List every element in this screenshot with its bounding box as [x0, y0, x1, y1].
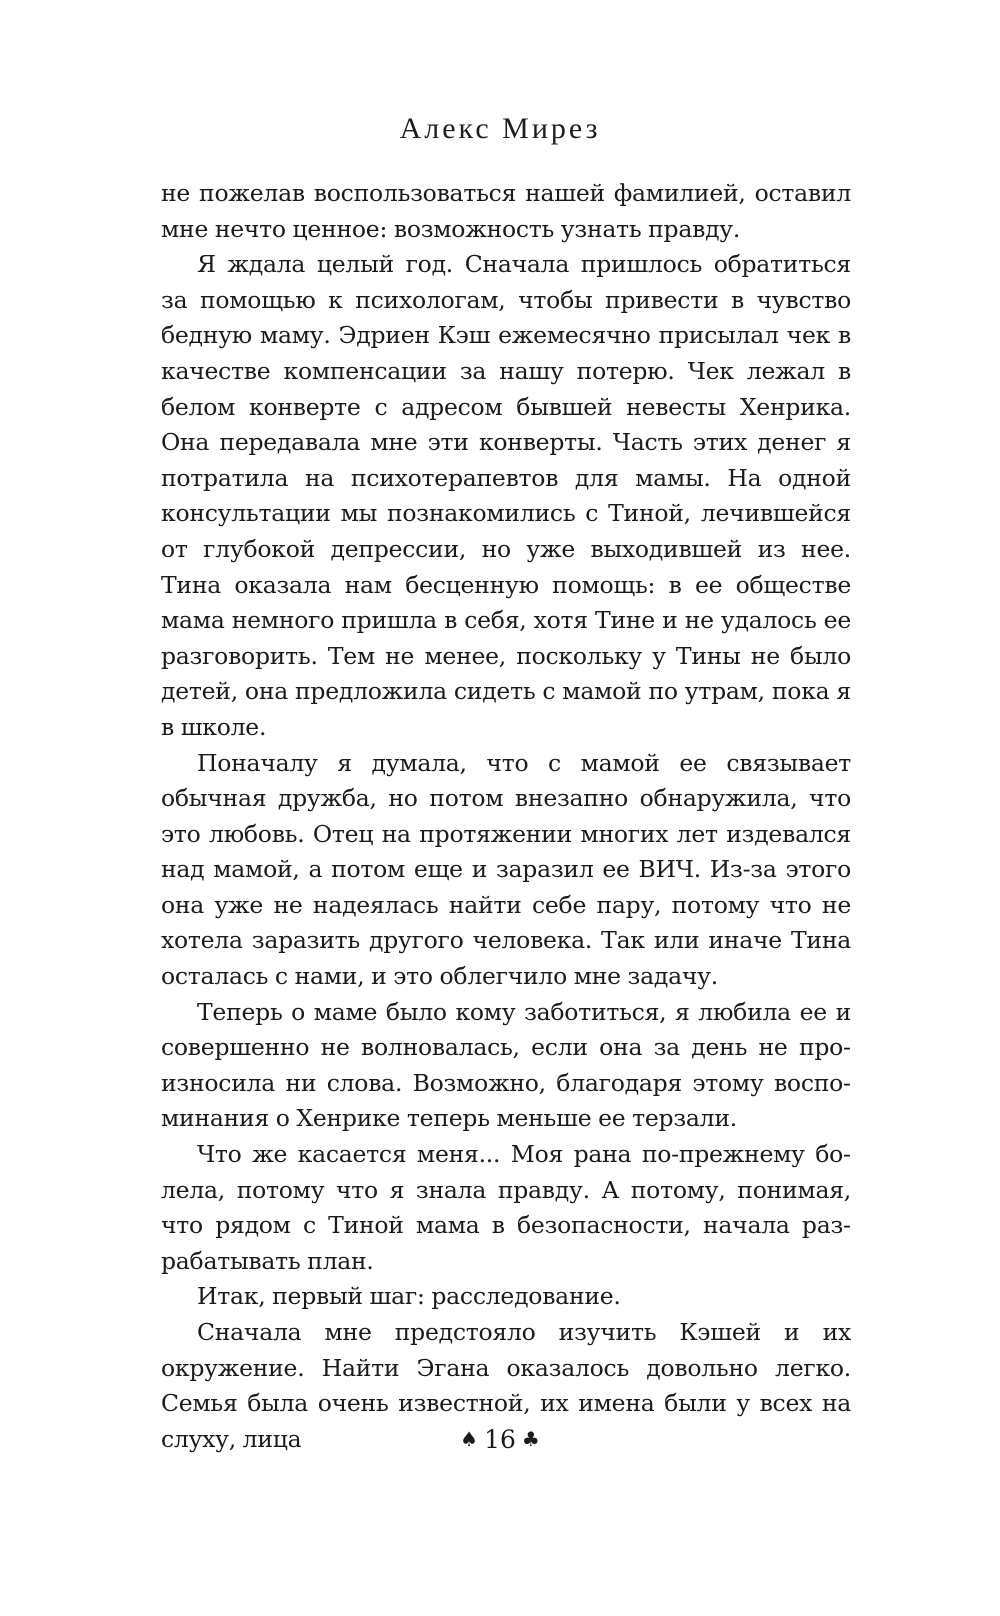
running-head-author: Алекс Мирез — [399, 112, 601, 145]
paragraph-continuation: не пожелав воспользоваться нашей фамилией, оставил мне нечто ценное: возможность узнать правду. — [161, 179, 851, 243]
paragraph: Сначала мне предстояло изучить Кэшей и их окружение. Найти Эгана оказалось довольно легко. Семья была очень известной, их имена были у всех на слуху, лица — [161, 1318, 851, 1453]
page-number: 16 — [484, 1425, 516, 1454]
spade-icon: ♠ — [460, 1427, 479, 1451]
paragraph: Итак, первый шаг: расследование. — [197, 1282, 621, 1311]
club-icon: ♣ — [521, 1427, 540, 1451]
paragraph: Что же касается меня... Моя рана по-прежнему болела, потому что я знала правду. А потому, понимая, что рядом с Тиной мама в безопасности, начала разрабатывать план. — [161, 1140, 851, 1275]
paragraph: Поначалу я думала, что с мамой ее связывает обычная дружба, но потом внезапно обнаружила, что это любовь. Отец на протяжении многих лет издевался над мамой, а потом еще и заразил ее ВИЧ. Из-за этого она уже не надеялась найти себе пару, потому что не хотела заразить другого человека. Так или иначе Тина осталась с нами, и это облегчило мне задачу. — [161, 748, 851, 991]
paragraph: Я ждала целый год. Сначала пришлось обратиться за помощью к психологам, чтобы привести в чувство бедную маму. Эдриен Кэш ежемесячно присылал чек в качестве компенсации за нашу потерю. Чек лежал в белом конверте с адресом бывшей невесты Хенрика. Она передавала мне эти конверты. Часть этих денег я потратила на психотерапевтов для мамы. На одной консультации мы познакомились с Тиной, лечившейся от глубокой депрессии, но уже выходившей из нее. Тина оказала нам бесценную помощь: в ее обществе мама немного пришла в себя, хотя Тине и не удалось ее разговорить. Тем не менее, поскольку у Тины не было детей, она предложила сидеть с мамой по утрам, пока я в школе. — [161, 250, 851, 741]
body-text — [161, 176, 851, 1457]
page-footer — [0, 1425, 1000, 1454]
paragraph: Теперь о маме было кому заботиться, я любила ее и совершенно не волновалась, если она за день не произносила ни слова. Возможно, благодаря этому воспоминания о Хенрике теперь меньше ее терзали. — [161, 997, 851, 1133]
